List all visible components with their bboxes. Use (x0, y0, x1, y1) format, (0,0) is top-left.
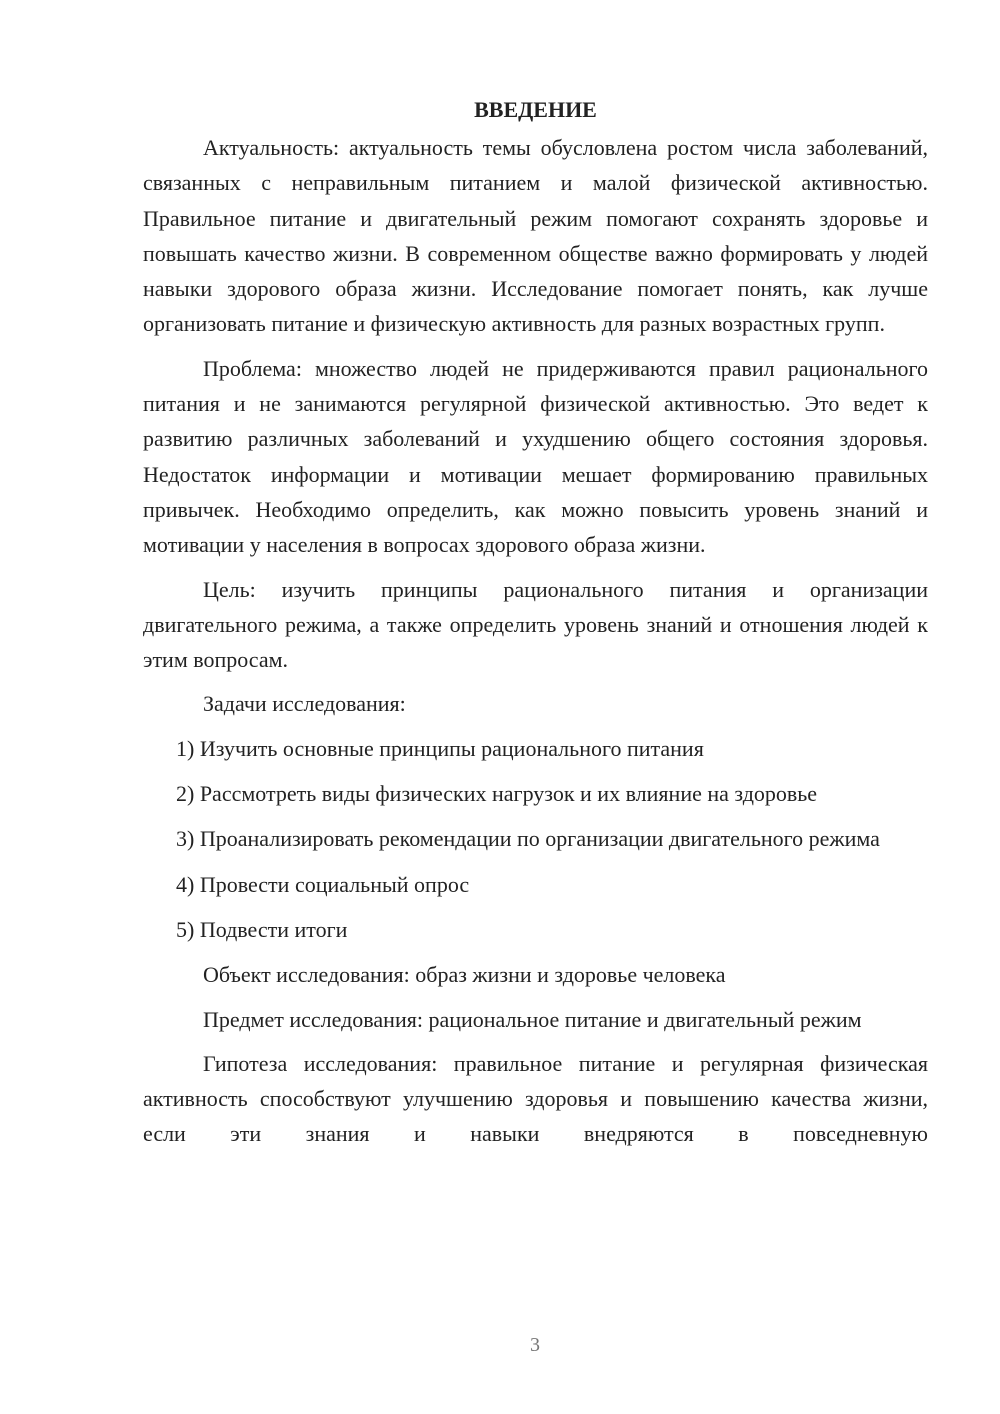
list-item: 3) Проанализировать рекомендации по организации двигательного режима (176, 826, 880, 852)
document-title: ВВЕДЕНИЕ (474, 97, 597, 122)
paragraph-subject: Предмет исследования: рациональное питание и двигательный режим (203, 1006, 862, 1032)
tasks-list (143, 731, 928, 947)
page-number: 3 (530, 1334, 540, 1356)
list-item: 2) Рассмотреть виды физических нагрузок и их влияние на здоровье (176, 781, 818, 807)
tasks-heading: Задачи исследования: (203, 691, 406, 717)
list-item: 5) Подвести итоги (176, 916, 348, 942)
paragraph-hypothesis: Гипотеза исследования: правильное питание и регулярная физическая активность способствуют улучшению здоровья и повышению качества жизни, если эти знания и навыки внедряются в повседневную (143, 1050, 928, 1147)
list-item: 4) Провести социальный опрос (176, 871, 470, 897)
page-content (143, 92, 928, 1152)
paragraph-relevance: Актуальность: актуальность темы обусловлена ростом числа заболеваний, связанных с неправильным питанием и малой физической активностью. Правильное питание и двигательный режим помогают сохранять здоровье и повышать качество жизни. В современном обществе важно формировать у людей навыки здорового образа жизни. Исследование помогает понять, как лучше организовать питание и физическую активность для разных возрастных групп. (143, 135, 928, 337)
paragraph-goal: Цель: изучить принципы рационального питания и организации двигательного режима, а также определить уровень знаний и отношения людей к этим вопросам. (143, 576, 928, 673)
paragraph-object: Объект исследования: образ жизни и здоровье человека (203, 962, 726, 988)
paragraph-problem: Проблема: множество людей не придерживаются правил рационального питания и не занимаются регулярной физической активностью. Это ведет к развитию различных заболеваний и ухудшению общего состояния здоровья. Недостаток информации и мотивации мешает формированию правильных привычек. Необходимо определить, как можно повысить уровень знаний и мотивации у населения в вопросах здорового образа жизни. (143, 355, 928, 558)
list-item: 1) Изучить основные принципы рационального питания (176, 735, 704, 761)
